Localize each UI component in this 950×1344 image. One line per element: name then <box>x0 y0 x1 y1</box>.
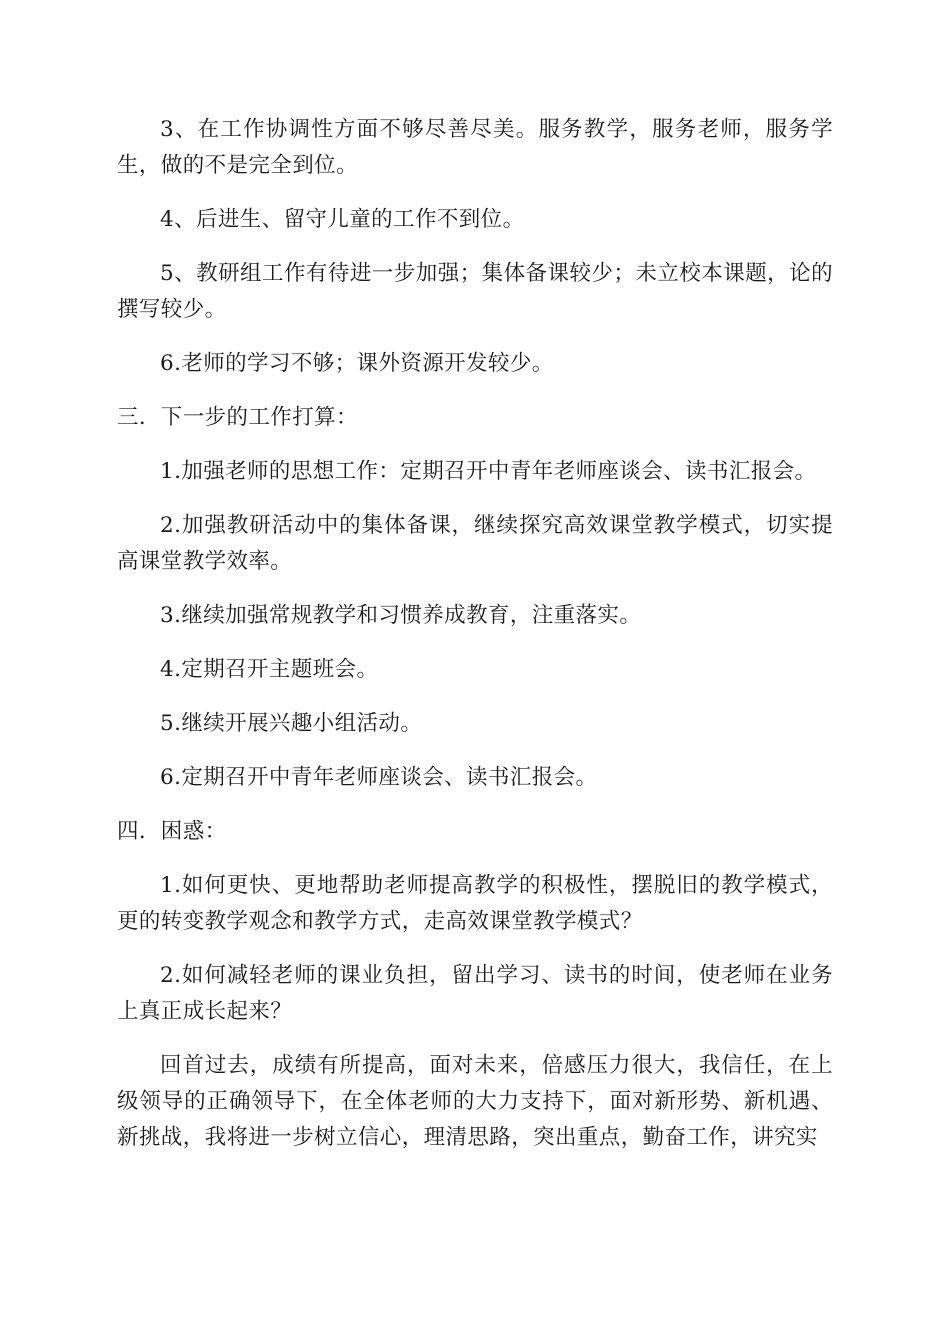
section-heading-next-plan: 三．下一步的工作打算： <box>117 405 358 430</box>
document-page <box>117 112 833 1174</box>
paragraph-confusion-1: 1.如何更快、更地帮助老师提高教学的积极性，摆脱旧的教学模式，更的转变教学观念和教学方式，走高效课堂教学模式？ <box>117 873 833 934</box>
paragraph-closing: 回首过去，成绩有所提高，面对未来，倍感压力很大，我信任，在上级领导的正确领导下，在全体老师的大力支持下，面对新形势、新机遇、新挑战，我将进一步树立信心，理清思路，突出重点，勤奋工作，讲究实 <box>117 1053 833 1150</box>
section-heading-confusion: 四．困惑： <box>117 819 227 844</box>
paragraph-item-3-coordination: 3、在工作协调性方面不够尽善尽美。服务教学，服务老师，服务学生，做的不是完全到位。 <box>117 117 833 178</box>
paragraph-plan-4: 4.定期召开主题班会。 <box>160 657 379 682</box>
paragraph-confusion-2: 2.如何减轻老师的课业负担，留出学习、读书的时间，使老师在业务上真正成长起来？ <box>117 963 833 1024</box>
paragraph-plan-6: 6.定期召开中青年老师座谈会、读书汇报会。 <box>160 765 598 790</box>
paragraph-item-5-research: 5、教研组工作有待进一步加强；集体备课较少；未立校本课题，论的撰写较少。 <box>117 261 833 322</box>
paragraph-plan-3: 3.继续加强常规教学和习惯养成教育，注重落实。 <box>160 603 642 628</box>
paragraph-plan-1: 1.加强老师的思想工作：定期召开中青年老师座谈会、读书汇报会。 <box>160 459 817 484</box>
paragraph-plan-5: 5.继续开展兴趣小组活动。 <box>160 711 423 736</box>
paragraph-item-6-learning: 6.老师的学习不够；课外资源开发较少。 <box>160 351 554 376</box>
paragraph-item-4-students: 4、后进生、留守儿童的工作不到位。 <box>160 207 525 232</box>
paragraph-plan-2: 2.加强教研活动中的集体备课，继续探究高效课堂教学模式，切实提高课堂教学效率。 <box>117 513 833 574</box>
